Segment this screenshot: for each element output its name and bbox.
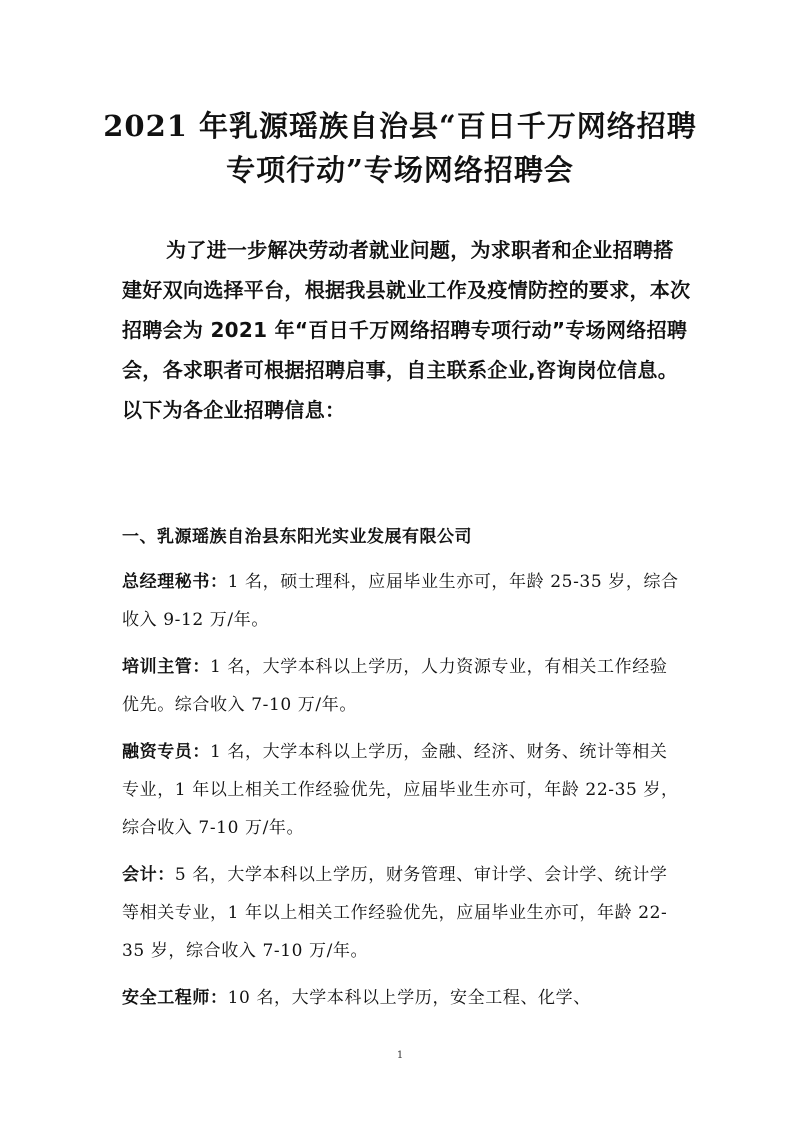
job-item-secretary [122,563,684,639]
job-title: 培训主管： [122,657,210,677]
job-item-accountant [122,856,684,970]
job-description: 1 名，硕士理科，应届毕业生亦可，年龄 25-35 岁，综合收入 9-12 万/年。 [122,572,679,630]
job-list [122,563,684,1026]
job-description: 10 名，大学本科以上学历，安全工程、化学、 [227,988,591,1008]
job-item-financing-specialist [122,733,684,847]
job-description: 1 名，大学本科以上学历，金融、经济、财务、统计等相关专业，1 年以上相关工作经验优先，应届毕业生亦可，年龄 22-35 岁，综合收入 7-10 万/年。 [122,742,679,838]
job-description: 1 名，大学本科以上学历，人力资源专业，有相关工作经验优先。综合收入 7-10 万/年。 [122,657,668,715]
page-number: 1 [396,1050,404,1061]
job-title: 总经理秘书： [122,572,228,592]
job-title: 安全工程师： [122,988,228,1008]
job-title: 会计： [122,865,175,885]
job-item-safety-engineer [122,979,684,1017]
company-heading: 一、乳源瑶族自治县东阳光实业发展有限公司 [122,527,472,547]
intro-paragraph: 为了进一步解决劳动者就业问题，为求职者和企业招聘搭建好双向选择平台，根据我县就业工作及疫情防控的要求，本次招聘会为 2021 年“百日千万网络招聘专项行动”专场网络招聘会，各求职者可根据招聘启事，自主联系企业,咨询岗位信息。以下为各企业招聘信息： [122,238,691,422]
document-title-line-2: 专项行动”专场网络招聘会 [226,153,574,187]
job-item-training-supervisor [122,648,684,724]
document-title-line-1: 2021 年乳源瑶族自治县“百日千万网络招聘 [103,109,697,143]
job-description: 5 名，大学本科以上学历，财务管理、审计学、会计学、统计学等相关专业，1 年以上相关工作经验优先，应届毕业生亦可，年龄 22-35 岁，综合收入 7-10 万/年。 [122,865,668,961]
job-title: 融资专员： [122,742,210,762]
